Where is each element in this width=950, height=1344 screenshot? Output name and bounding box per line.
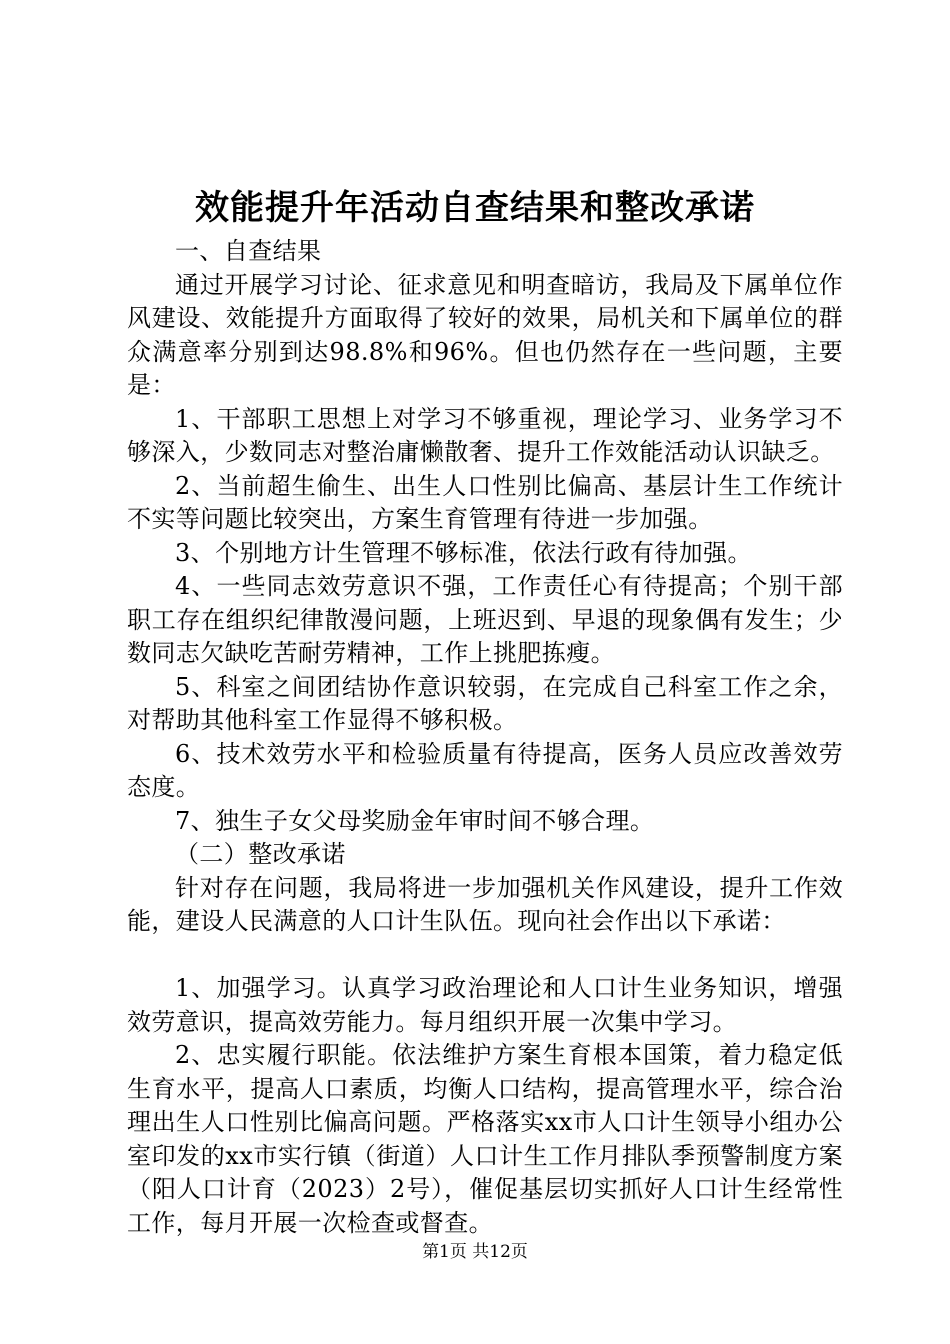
problem-item-7: 7、独生子女父母奖励金年审时间不够合理。 (175, 806, 655, 835)
commitment-item-1: 1、加强学习。认真学习政治理论和人口计生业务知识，增强效劳意识，提高效劳能力。每月组织开展一次集中学习。 (127, 974, 843, 1036)
problem-item-3: 3、个别地方计生管理不够标准，依法行政有待加强。 (175, 538, 752, 567)
problem-item-2: 2、当前超生偷生、出生人口性别比偏高、基层计生工作统计不实等问题比较突出，方案生育管理有待进一步加强。 (127, 471, 843, 533)
paragraph-commitment-intro: 针对存在问题，我局将进一步加强机关作风建设，提升工作效能，建设人民满意的人口计生队伍。现向社会作出以下承诺： (127, 873, 843, 935)
section-heading-self-check: 一、自查结果 (175, 237, 322, 265)
document-body (127, 235, 843, 1240)
section-heading-commitment: （二）整改承诺 (175, 840, 346, 868)
problem-item-6: 6、技术效劳水平和检验质量有待提高，医务人员应改善效劳态度。 (127, 739, 843, 801)
problem-item-5: 5、科室之间团结协作意识较弱，在完成自己科室工作之余，对帮助其他科室工作显得不够积极。 (127, 672, 843, 734)
commitment-item-2: 2、忠实履行职能。依法维护方案生育根本国策，着力稳定低生育水平，提高人口素质，均衡人口结构，提高管理水平，综合治理出生人口性别比偏高问题。严格落实xx市人口计生领导小组办公室印发的xx市实行镇（街道）人口计生工作月排队季预警制度方案（阳人口计育（2023）2号），催促基层切实抓好人口计生经常性工作，每月开展一次检查或督查。 (127, 1041, 843, 1237)
problem-item-1: 1、干部职工思想上对学习不够重视，理论学习、业务学习不够深入，少数同志对整治庸懒散奢、提升工作效能活动认识缺乏。 (127, 404, 843, 466)
problem-item-4: 4、一些同志效劳意识不强，工作责任心有待提高；个别干部职工存在组织纪律散漫问题，上班迟到、早退的现象偶有发生；少数同志欠缺吃苦耐劳精神，工作上挑肥拣瘦。 (127, 572, 843, 667)
page-number: 第1页 共12页 (422, 1242, 528, 1262)
blank-line (127, 939, 843, 973)
paragraph-intro: 通过开展学习讨论、征求意见和明查暗访，我局及下属单位作风建设、效能提升方面取得了较好的效果，局机关和下属单位的群众满意率分别到达98.8%和96%。但也仍然存在一些问题，主要是： (127, 270, 843, 399)
document-title: 效能提升年活动自查结果和整改承诺 (195, 188, 755, 228)
